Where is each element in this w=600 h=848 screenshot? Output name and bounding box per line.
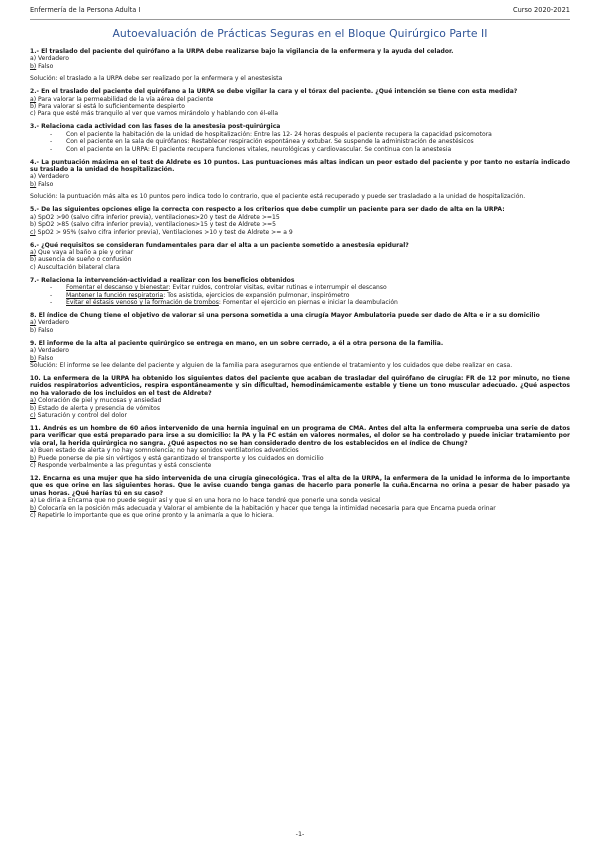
question-3	[30, 123, 570, 153]
option-text: Para valorar la permeabilidad de la vía aérea del paciente	[36, 95, 214, 103]
correct-marker: b)	[30, 454, 37, 462]
question-1	[30, 48, 570, 83]
option-text: Que vaya al baño a pie y orinar	[36, 248, 134, 256]
option-a: a) Verdadero	[30, 173, 69, 181]
question-10	[30, 375, 570, 419]
solution: Solución: El informe se lee delante del paciente y alguien de la familia para asegurarnos que entiende el tratamiento y los cuidados que debe realizar en casa.	[30, 361, 513, 369]
option-b	[30, 63, 570, 70]
option-a: a) Le diría a Encarna que no puede seguir así y que si en una hora no lo hace tendré que ponerle una sonda vesical	[30, 497, 381, 505]
option-a: a) Verdadero	[30, 55, 69, 63]
option-text: Falso	[36, 354, 54, 362]
course-year: Curso 2020-2021	[513, 6, 570, 14]
option-b: b) Para valorar si está lo suficientemente despierto	[30, 103, 185, 111]
question-text: 8. El índice de Chung tiene el objetivo de valorar si una persona sometida a una cirugía Mayor Ambulatoria puede ser dado de Alta e ir a su domicilio	[30, 311, 540, 319]
option-a	[30, 319, 570, 326]
question-5	[30, 206, 570, 236]
option-c: c) Responde verbalmente a las preguntas y está consciente	[30, 462, 212, 470]
correct-marker: a)	[30, 95, 37, 103]
bullet-dash: -	[50, 138, 53, 146]
correct-marker: b)	[30, 504, 37, 512]
option-b: b) SpO2 >85 (salvo cifra inferior previa), ventilaciones>15 y test de Aldrete >=5	[30, 221, 276, 229]
list-item-text: Con el paciente en la sala de quirófanos: Restablecer respiración espontánea y extubar. Se suspende la administración de anestésicos	[66, 138, 474, 146]
question-12	[30, 475, 570, 519]
option-a: a) SpO2 >90 (salvo cifra inferior previa), ventilaciones>20 y test de Aldrete >=15	[30, 213, 280, 221]
question-text: 12. Encarna es una mujer que ha sido intervenida de una cirugía ginecológica. Tras el alta de la URPA, la enfermera de la unidad le informa de lo importante que es que orine en las siguientes horas. Que le avise cuando tenga ganas de hacerlo para ponerle la cuña.Encarna no orina a pesar de haber pasado ya unas horas. ¿Qué harías tú en su caso?	[30, 475, 570, 497]
option-a: a) Buen estado de alerta y no hay somnolencia; no hay sonidos ventilatorios adventicios	[30, 447, 299, 455]
question-6	[30, 242, 570, 272]
question-text: 11. Andrés es un hombre de 60 años intervenido de una hernia inguinal en un programa de CMA. Antes del alta la enfermera comprueba una serie de datos para verificar que está preparado para irse a su domicilio: la PA y la FC están en valores normales, el dolor se ha controlado y puede iniciar tratamiento por vía oral, la herida quirúrgica no sangra. ¿Qué aspectos no se han considerado dentro de los establecidos en el índice de Chung?	[30, 425, 570, 447]
correct-marker: a)	[30, 319, 37, 327]
option-text: Coloración de piel y mucosas y ansiedad	[36, 397, 162, 405]
option-text: Verdadero	[36, 319, 69, 327]
correct-marker: a)	[30, 397, 37, 405]
intervention-label: Fomentar el descanso y bienestar	[66, 284, 169, 292]
bullet-dash: -	[50, 298, 53, 306]
intervention-label: Mantener la función respiratoria	[66, 291, 164, 299]
option-text: Falso	[36, 62, 54, 70]
correct-marker: b)	[30, 354, 37, 362]
list-item	[30, 284, 570, 291]
benefit-text: : Tos asistida, ejercicios de expansión pulmonar, inspirómetro	[163, 291, 350, 299]
option-text: Colocaría en la posición más adecuada y Valorar el ambiente de la habitación y hacer que tenga la intimidad necesaria para que Encarna pueda orinar	[36, 504, 496, 512]
correct-marker: c)	[30, 412, 36, 419]
list-item	[30, 299, 570, 306]
question-text: 1.- El traslado del paciente del quirófano a la URPA debe realizarse bajo la vigilancia de la enfermera y la ayuda del celador.	[30, 48, 454, 55]
option-b: b) Estado de alerta y presencia de vómitos	[30, 404, 160, 412]
correct-marker: c)	[30, 228, 36, 236]
option-text: Falso	[36, 180, 54, 188]
option-b	[30, 505, 570, 512]
question-text: 7.- Relaciona la intervención-actividad a realizar con los beneficios obtenidos	[30, 276, 295, 284]
option-text: SpO2 > 95% (salvo cifra inferior previa), Ventilaciones >10 y test de Aldrete >= a 9	[35, 228, 293, 236]
question-text: 5.- De las siguientes opciones elige la correcta con respecto a los criterios que debe cumplir un paciente para ser dado de alta en la URPA:	[30, 206, 505, 214]
course-title: Enfermería de la Persona Adulta I	[30, 6, 141, 14]
option-b: b) ausencia de sueño o confusión	[30, 256, 132, 264]
list-item	[30, 292, 570, 299]
question-8	[30, 312, 570, 334]
list-item	[30, 138, 570, 145]
option-b	[30, 181, 570, 188]
option-b	[30, 355, 570, 362]
bullet-dash: -	[50, 284, 53, 292]
page-number: -1-	[295, 830, 305, 838]
page-header	[30, 6, 570, 18]
bullet-dash: -	[50, 145, 53, 153]
intervention-label: Evitar el éstasis venoso y la formación de trombos	[66, 298, 219, 306]
solution: Solución: la puntuación más alta es 10 puntos pero indica todo lo contrario, que el paciente está recuperado y puede ser trasladado a la unidad de hospitalización.	[30, 193, 526, 201]
benefit-text: : Evitar ruidos, controlar visitas, evitar rutinas e interrumpir el descanso	[168, 284, 387, 292]
document-title: Autoevaluación de Prácticas Seguras en el Bloque Quirúrgico Parte II	[112, 27, 488, 40]
option-c: c) Para que esté más tranquilo al ver que vamos mirándolo y hablando con él-ella	[30, 110, 279, 118]
option-a	[30, 397, 570, 404]
list-item-text: Con el paciente la habitación de la unidad de hospitalización: Entre las 12- 24 horas después el paciente recupera la capacidad psicomotora	[66, 130, 492, 138]
question-11	[30, 425, 570, 469]
question-text: 2.- En el traslado del paciente del quirófano a la URPA se debe vigilar la cara y el tórax del paciente. ¿Qué intención se tiene con esta medida?	[30, 88, 518, 96]
header-divider	[30, 19, 570, 20]
list-item	[30, 146, 570, 153]
question-9	[30, 340, 570, 370]
correct-marker: a)	[30, 248, 37, 256]
question-text: 4.- La puntuación máxima en el test de Aldrete es 10 puntos. Las puntuaciones más altas indican un peor estado del paciente y por tanto no estaría indicado su traslado a la unidad de hospitalización.	[30, 158, 570, 174]
bullet-dash: -	[50, 291, 53, 299]
question-7	[30, 277, 570, 307]
question-text: 6.- ¿Qué requisitos se consideran fundamentales para dar el alta a un paciente sometido a anestesia epidural?	[30, 241, 409, 249]
list-item-text: Con el paciente en la URPA: El paciente recupera funciones vitales, neurológicas y cardiovascular. Se continua con la anestesia	[66, 145, 452, 153]
option-a: a) Verdadero	[30, 347, 69, 355]
option-a	[30, 96, 570, 103]
solution: Solución: el traslado a la URPA debe ser realizado por la enfermera y el anestesista	[30, 75, 283, 83]
question-text: 10. La enfermera de la URPA ha obtenido los siguientes datos del paciente que acaban de trasladar del quirófano de cirugía: FR de 12 por minuto, no tiene ruidos respiratorios adventicios, respira espontáneamente y sin dificultad, hemodinámicamente estable y tiene un tono muscular adecuado. ¿Qué aspectos no ha valorado de los incluidos en el test de Aldrete?	[30, 374, 570, 397]
bullet-dash: -	[50, 130, 53, 138]
question-2	[30, 88, 570, 118]
benefit-text: : Fomentar el ejercicio en piernas e iniciar la deambulación	[218, 298, 398, 306]
option-text: Puede ponerse de pie sin vértigos y está garantizado el transporte y los cuidados en domicilio	[36, 454, 324, 462]
option-c: c) Repetirle lo importante que es que orine pronto y la animaría a que lo hiciera.	[30, 512, 274, 520]
option-c	[30, 412, 570, 419]
option-b	[30, 455, 570, 462]
option-b: b) Falso	[30, 326, 54, 334]
document-body	[30, 48, 570, 525]
question-text: 9. El informe de la alta al paciente quirúrgico se entrega en mano, en un sobre cerrado, a él a otra persona de la familia.	[30, 339, 444, 347]
option-c: c) Auscultación bilateral clara	[30, 263, 120, 271]
question-text: 3.- Relaciona cada actividad con las fases de la anestesia post-quirúrgica	[30, 123, 281, 131]
option-c	[30, 229, 570, 236]
correct-marker: b)	[30, 62, 37, 70]
correct-marker: b)	[30, 180, 37, 188]
option-text: Saturación y control del dolor	[35, 412, 127, 419]
question-4	[30, 159, 570, 201]
